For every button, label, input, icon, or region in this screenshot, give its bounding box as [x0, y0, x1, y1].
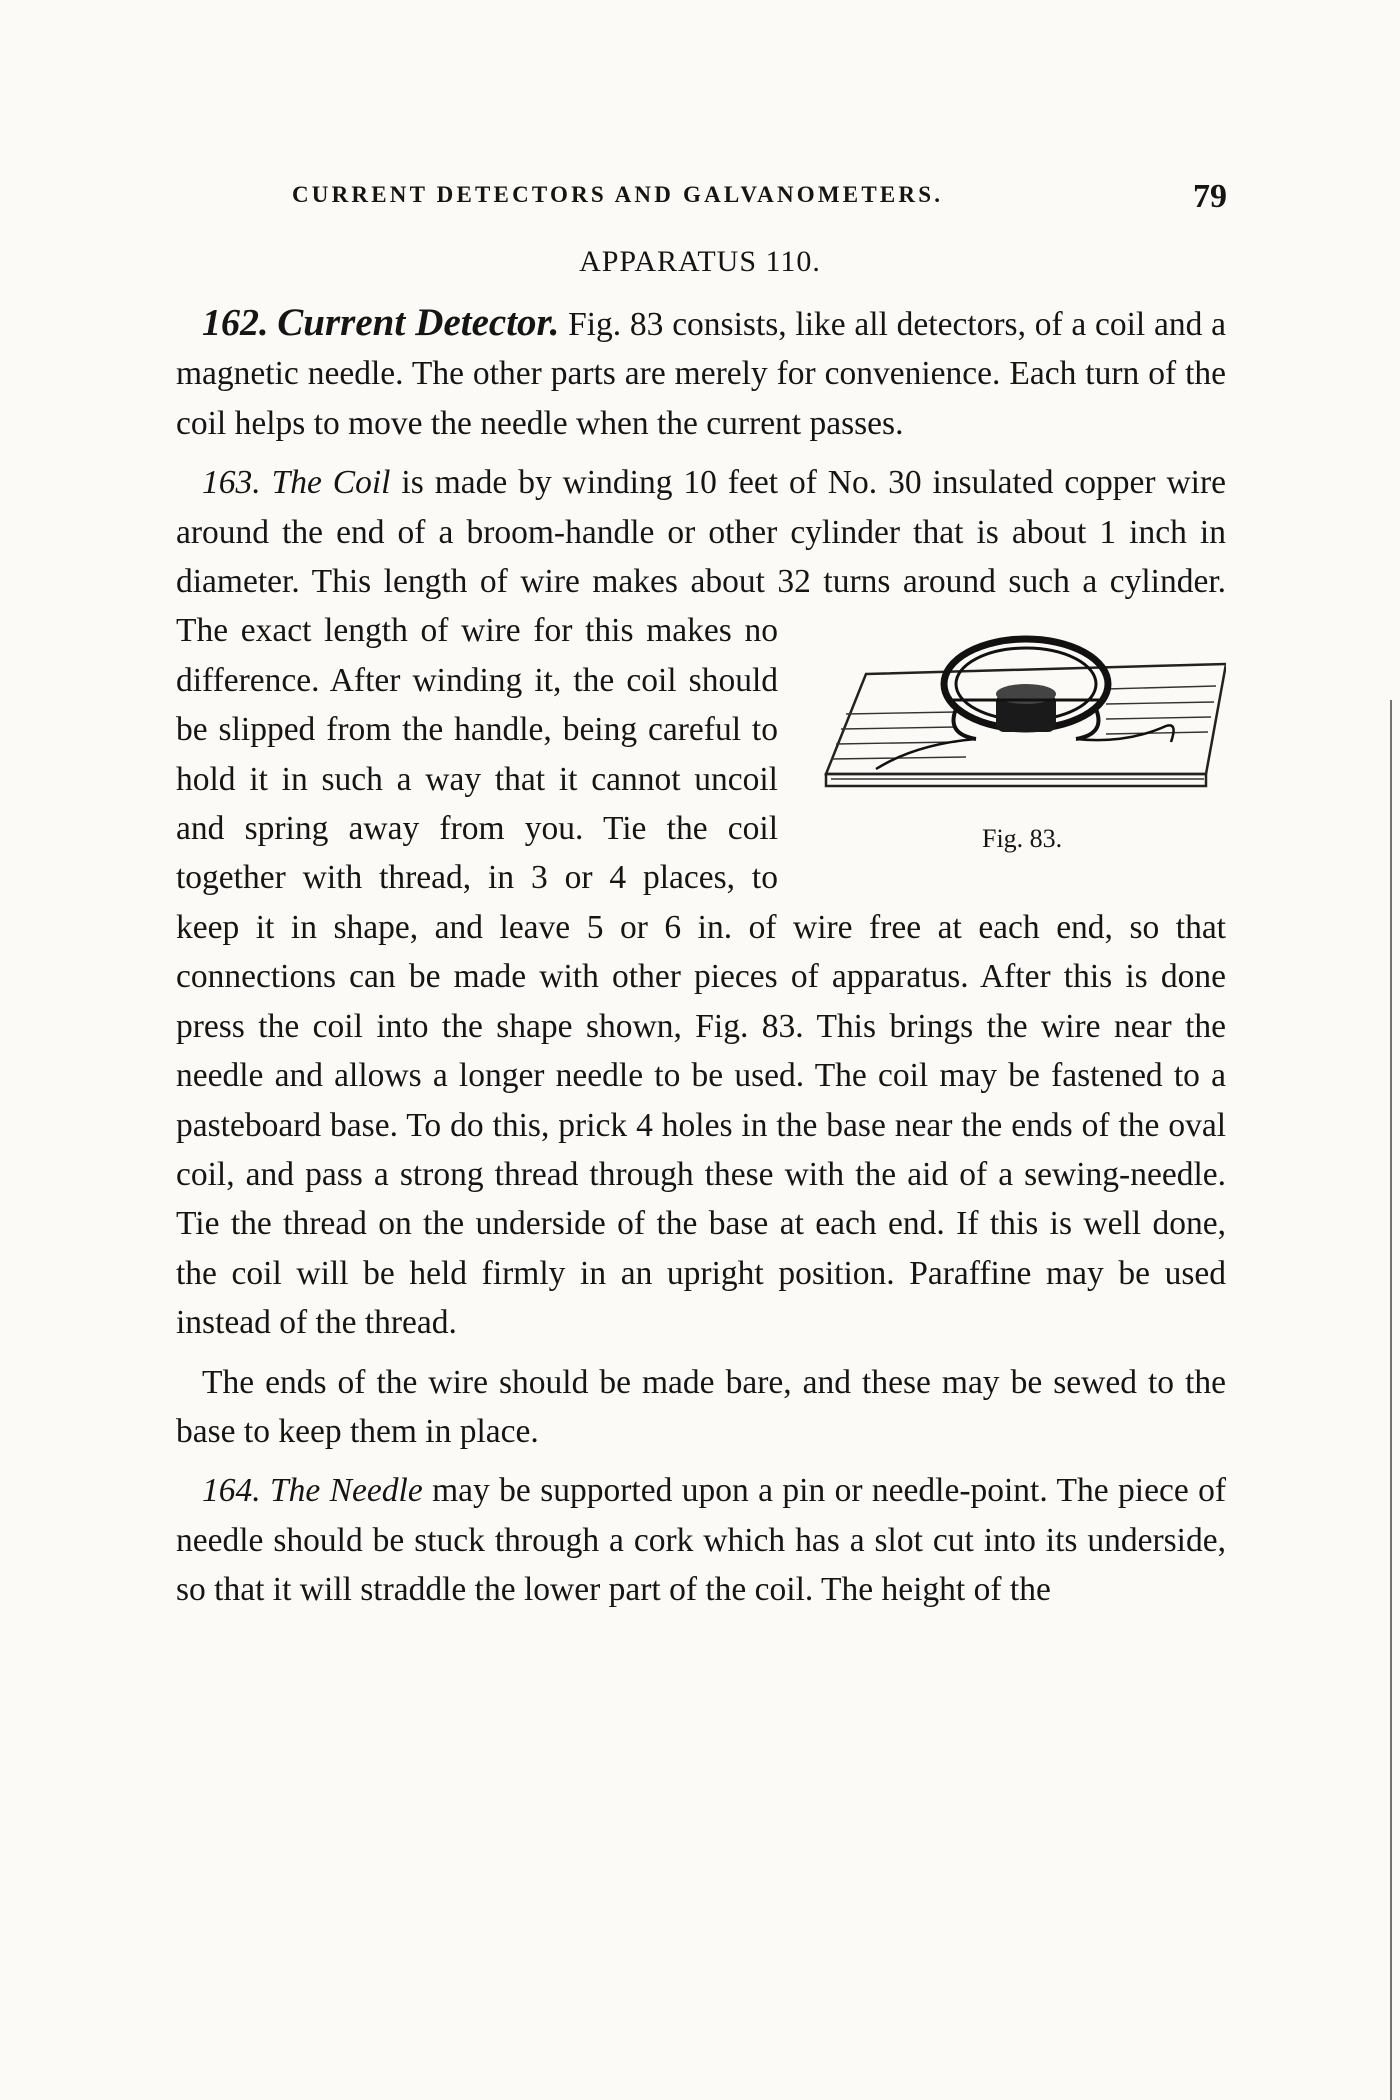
section-title-164: The Needle: [270, 1472, 423, 1510]
paragraph-163-2: The ends of the wire should be made bare, and these may be sewed to the base to keep them in place.: [176, 1363, 1226, 1450]
coil-illustration: [806, 614, 1226, 814]
section-title-163: The Coil: [271, 464, 391, 502]
paragraph-163: [176, 458, 1226, 1347]
section-text-164: may be supported upon a pin or needle-point. The piece of needle should be stuck through a cork which has a slot cut into its underside, so that it will straddle the lower part of the coil. The height of the: [176, 1472, 1226, 1609]
paragraph-162: [176, 298, 1226, 448]
figure-83: [806, 614, 1226, 859]
section-text-163-b: The exact length of wire for this makes no difference. After winding it, the coil should be slipped from the handle, being careful to hold it in such a way that it cannot uncoil and spring away from you. Tie the coil together with thread, in 3 or 4 places, to keep it in shape, and leave 5 or 6 in. of wire free at each end, so that connections can be made with other pieces of apparatus. After this is done press the coil into the shape shown, Fig. 83. This brings the wire near the needle and allows a longer needle to be used. The coil may be fastened to a pasteboard base. To do this, prick 4 holes in the base near the ends of the oval coil, and pass a strong thread through these with the aid of a sewing-needle. Tie the thread on the underside of the base at each end. If this is well done, the coil will be held firmly in an upright position. Paraffine may be used instead of the thread.: [176, 612, 1226, 1342]
body-text: [176, 298, 1226, 1625]
apparatus-heading: APPARATUS 110.: [579, 245, 821, 278]
section-text-162: Fig. 83 consists, like all detectors, of a coil and a magnetic needle. The other parts are merely for convenience. Each turn of the coil helps to move the needle when the current passes.: [176, 306, 1226, 442]
section-number-162: 162.: [202, 302, 269, 344]
figure-caption: Fig. 83.: [982, 824, 1063, 854]
running-title: CURRENT DETECTORS AND GALVANOMETERS.: [292, 182, 944, 207]
paragraph-164: [176, 1466, 1226, 1614]
section-number-164: 164.: [202, 1472, 261, 1510]
running-header: [292, 178, 1227, 218]
section-number-163: 163.: [202, 464, 261, 502]
page-edge-shadow: [1390, 700, 1392, 2100]
section-title-162: Current Detector.: [277, 301, 560, 344]
section-text-163-a: is made by winding 10 feet of No. 30 insulated copper wire around the end of a broom-handle or other cylinder that is about 1 inch in diameter. This length of wire makes about 32 turns around such a cylinder.: [176, 464, 1226, 601]
page-number: 79: [1193, 178, 1227, 215]
